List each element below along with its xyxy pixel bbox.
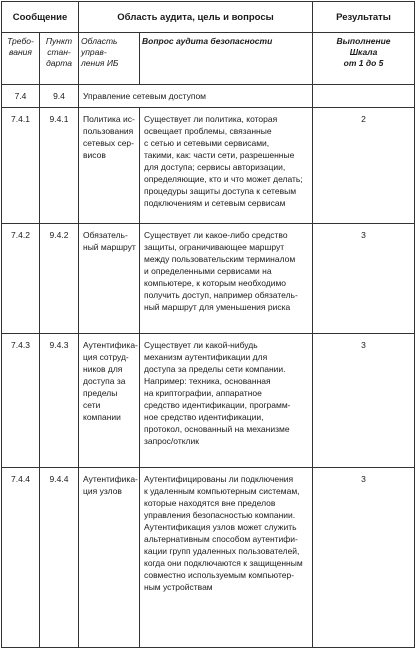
row-std: 9.4.3 — [40, 334, 79, 468]
table-row — [2, 108, 415, 224]
row-req: 7.4.1 — [2, 108, 40, 224]
subheader-result-scale: Выполнение Шкала от 1 до 5 — [313, 33, 415, 85]
row-result: 2 — [313, 108, 415, 224]
row-req: 7.4.3 — [2, 334, 40, 468]
row-std: 9.4.1 — [40, 108, 79, 224]
row-question: Существует ли какой-нибудь механизм аутентификации для доступа за пределы сети компании. Например: техника, основанная на криптографии, аппаратное средство идентификации, программ- ное средство идентификации, протокол, основанный на механизме запрос/отклик — [140, 334, 313, 468]
row-question: Аутентифицированы ли подключения к удаленным компьютерным системам, которые находятся вне пределов управления безопасностью компании. Аутентификация узлов может служить альтернативным способом аутентифи- кации групп удаленных пользователей, когда они подключаются к защищенным совместно используемым компьютер- ным устройствам — [140, 468, 313, 648]
section-title: Управление сетевым доступом — [79, 85, 313, 108]
subheader-control-area: Область управ- ления ИБ — [79, 33, 140, 85]
row-area: Политика ис- пользования сетевых сер- висов — [79, 108, 140, 224]
section-row — [2, 85, 415, 108]
row-std: 9.4.2 — [40, 224, 79, 334]
header-results: Результаты — [313, 2, 415, 33]
row-req: 7.4.2 — [2, 224, 40, 334]
row-question: Существует ли политика, которая освещает проблемы, связанные с сетью и сетевыми сервисами, такими, как: части сети, разрешенные для доступа; сервисы авторизации, определяющие, кто и что может делать; процедуры защиты доступа к сетевым подключениям и сетевым сервисам — [140, 108, 313, 224]
row-std: 9.4.4 — [40, 468, 79, 648]
subheader-question: Вопрос аудита безопасности — [140, 33, 313, 85]
audit-table — [1, 1, 415, 648]
section-std: 9.4 — [40, 85, 79, 108]
header-audit-area: Область аудита, цель и вопросы — [79, 2, 313, 33]
row-question: Существует ли какое-либо средство защиты, ограничивающее маршрут между пользовательским терминалом и определенными сервисами на компьютере, к которым необходимо получить доступ, например обязатель- ный маршрут для уменьшения риска — [140, 224, 313, 334]
row-result: 3 — [313, 334, 415, 468]
table-row — [2, 468, 415, 648]
row-result: 3 — [313, 224, 415, 334]
row-req: 7.4.4 — [2, 468, 40, 648]
header-message: Сообщение — [2, 2, 79, 33]
table-row — [2, 224, 415, 334]
header-row — [2, 2, 415, 33]
row-area: Аутентифика- ция узлов — [79, 468, 140, 648]
row-result: 3 — [313, 468, 415, 648]
section-result — [313, 85, 415, 108]
subheader-standard-clause: Пункт стан- дарта — [40, 33, 79, 85]
section-req: 7.4 — [2, 85, 40, 108]
row-area: Аутентифика- ция сотруд- ников для доступа за пределы сети компании — [79, 334, 140, 468]
subheader-row — [2, 33, 415, 85]
row-area: Обязатель- ный маршрут — [79, 224, 140, 334]
table-row — [2, 334, 415, 468]
subheader-requirements: Требо- вания — [2, 33, 40, 85]
